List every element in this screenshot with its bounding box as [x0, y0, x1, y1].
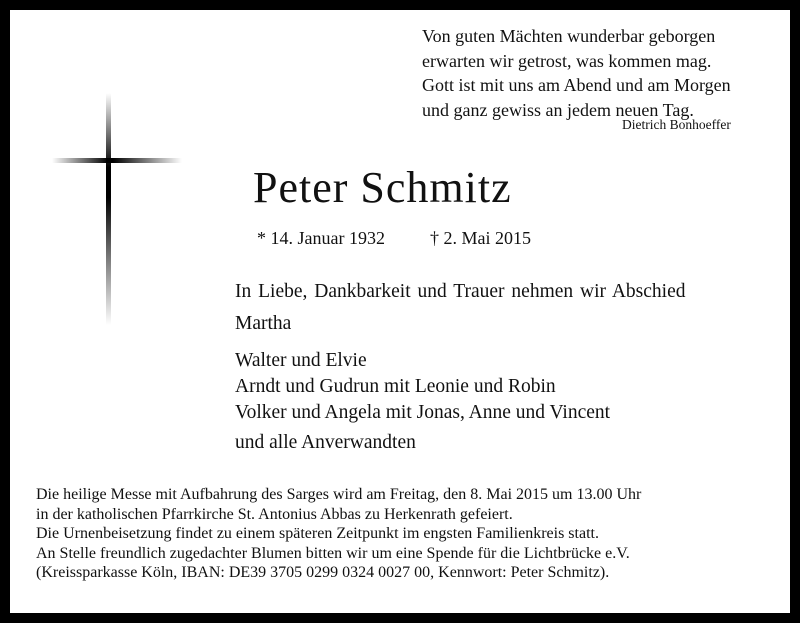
spouse-name: Martha [235, 313, 292, 334]
family-line: Walter und Elvie [235, 350, 367, 371]
poem-line: erwarten wir getrost, was kommen mag. [422, 50, 712, 71]
poem-line: Von guten Mächten wunderbar geborgen [422, 26, 716, 46]
poem-line: Gott ist mit uns am Abend und am Morgen [422, 75, 731, 95]
death-date: † 2. Mai 2015 [430, 228, 531, 248]
family-line: Arndt und Gudrun mit Leonie und Robin [235, 376, 556, 397]
poem-author: Dietrich Bonhoeffer [622, 117, 731, 132]
cross-vertical-bar [106, 93, 111, 325]
obituary-notice [10, 10, 790, 613]
poem-line: und ganz gewiss an jedem neuen Tag. [422, 99, 694, 120]
deceased-name: Peter Schmitz [253, 163, 512, 212]
notice-line: Die Urnenbeisetzung findet zu einem späteren Zeitpunkt im engsten Familienkreis statt. [36, 525, 599, 542]
cross-horizontal-bar [52, 158, 182, 163]
funeral-notice [36, 485, 641, 583]
poem [422, 24, 731, 122]
notice-line: Die heilige Messe mit Aufbahrung des Sarges wird am Freitag, den 8. Mai 2015 um 13.00 Uhr [36, 486, 642, 503]
birth-date: * 14. Januar 1932 [257, 228, 385, 248]
notice-line: (Kreissparkasse Köln, IBAN: DE39 3705 0299 0324 0027 00, Kennwort: Peter Schmitz). [36, 564, 610, 581]
cross-icon [52, 93, 182, 325]
family-line: Volker und Angela mit Jonas, Anne und Vincent [235, 402, 611, 423]
family-list [235, 348, 610, 426]
mourning-intro: In Liebe, Dankbarkeit und Trauer nehmen wir Abschied [235, 281, 686, 302]
relatives-line: und alle Anverwandten [235, 432, 416, 453]
notice-line: in der katholischen Pfarrkirche St. Antonius Abbas zu Herkenrath gefeiert. [36, 505, 513, 523]
notice-line: An Stelle freundlich zugedachter Blumen bitten wir um eine Spende für die Lichtbrücke e.V. [36, 544, 630, 562]
